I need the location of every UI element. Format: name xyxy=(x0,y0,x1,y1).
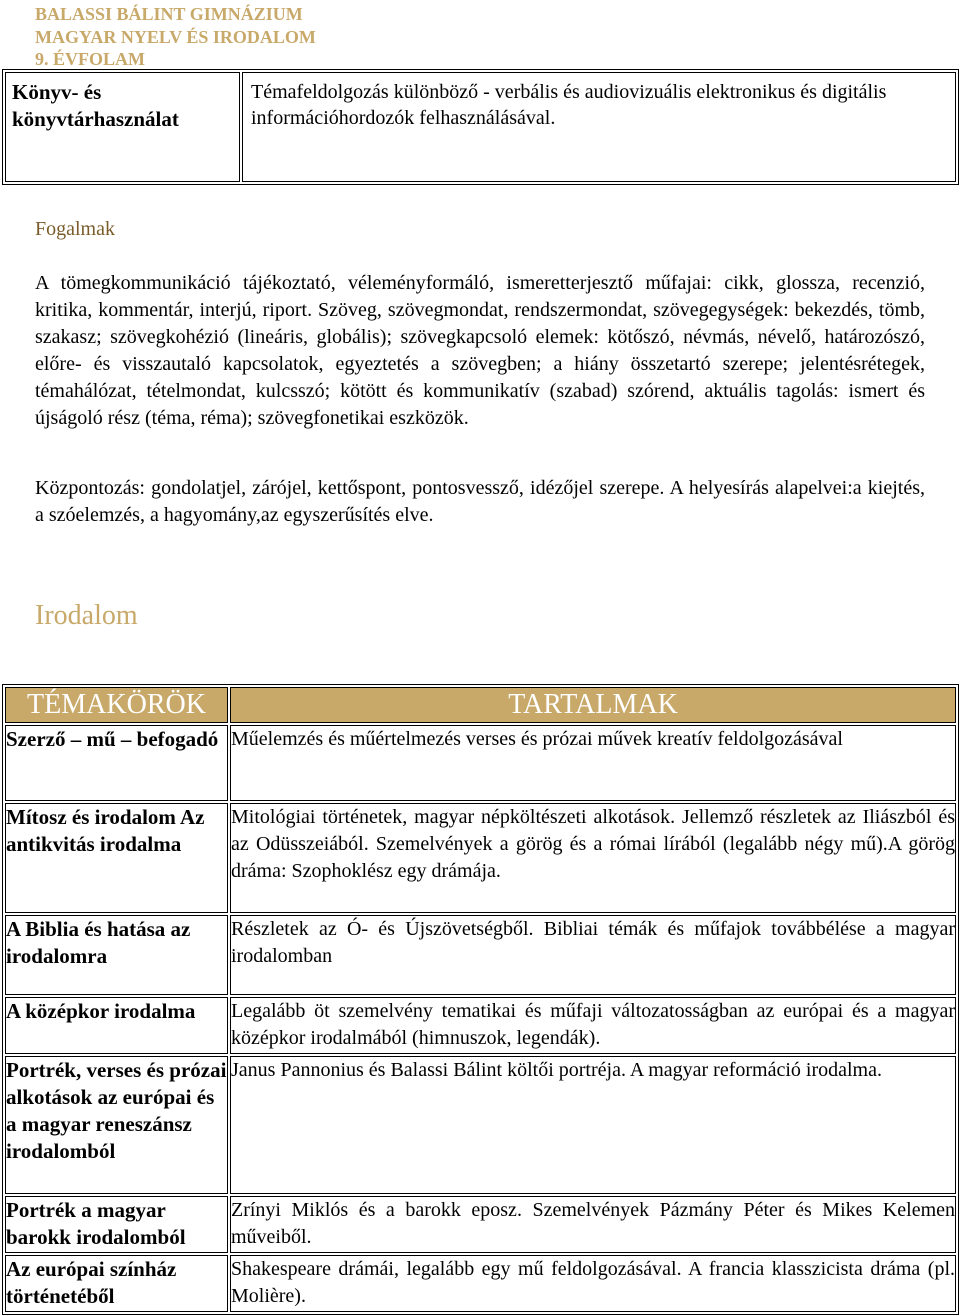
table-row xyxy=(5,1196,956,1253)
table-header-row xyxy=(5,687,956,723)
content-cell: Mitológiai történetek, magyar népköltészeti alkotások. Jellemző részletek az Iliászból és az Odüsszeiából. Szemelvények a görög és a római lírából (legalább négy mű).A görög dráma: Szophoklész egy drámája. xyxy=(230,803,956,913)
table-row xyxy=(5,915,956,995)
contents-column-header: TARTALMAK xyxy=(230,687,956,723)
topic-cell: Mítosz és irodalom Az antikvitás irodalma xyxy=(5,803,228,913)
subject-name: MAGYAR NYELV ÉS IRODALOM xyxy=(35,26,316,47)
table-row xyxy=(5,1056,956,1194)
table-row xyxy=(5,803,956,913)
topic-cell: Szerző – mű – befogadó xyxy=(5,725,228,801)
table-row xyxy=(5,725,956,801)
topic-cell: A középkor irodalma xyxy=(5,997,228,1054)
document-header xyxy=(35,3,316,71)
topic-cell: Az európai színház történetéből xyxy=(5,1255,228,1312)
content-cell: Részletek az Ó- és Újszövetségből. Bibliai témák és műfajok továbbélése a magyar irodalomban xyxy=(230,915,956,995)
library-usage-topic: Könyv- és könyvtárhasználat xyxy=(5,72,240,182)
literature-heading: Irodalom xyxy=(35,600,138,631)
literature-table xyxy=(2,684,959,1315)
content-cell: Zrínyi Miklós és a barokk eposz. Szemelvények Pázmány Péter és Mikes Kelemen műveiből. xyxy=(230,1196,956,1253)
concepts-heading: Fogalmak xyxy=(35,218,115,240)
school-name: BALASSI BÁLINT GIMNÁZIUM xyxy=(35,4,303,24)
topic-cell: Portrék a magyar barokk irodalomból xyxy=(5,1196,228,1253)
topic-cell: A Biblia és hatása az irodalomra xyxy=(5,915,228,995)
content-cell: Legalább öt szemelvény tematikai és műfaji változatosságban az európai és a magyar középkor irodalmából (himnuszok, legendák). xyxy=(230,997,956,1054)
concepts-paragraph-2: Központozás: gondolatjel, zárójel, kettőspont, pontosvessző, idézőjel szerepe. A helyesírás alapelvei:a kiejtés, a szóelemzés, a hagyomány,az egyszerűsítés elve. xyxy=(35,477,925,526)
concepts-paragraph-1: A tömegkommunikáció tájékoztató, véleményformáló, ismeretterjesztő műfajai: cikk, glossza, recenzió, kritika, kommentár, interjú, riport. Szöveg, szövegmondat, rendszermondat, szövegegységek: bekezdés, tömb, szakasz; szövegkohézió (lineáris, globális); szövegkapcsoló elemek: kötőszó, névmás, névelő, határozószó, előre- és visszautaló kapcsolatok, egyeztetés a szövegben; a hiány összetartó szerepe; jelentésrétegek, témahálózat, tételmondat, kulcsszó; kötött és kommunikatív (szabad) szórend, aktuális tagolás: ismert és újságoló rész (téma, réma); szövegfonetikai eszközök. xyxy=(35,272,925,429)
content-cell: Műelemzés és műértelmezés verses és prózai művek kreatív feldolgozásával xyxy=(230,725,956,801)
content-cell: Shakespeare drámái, legalább egy mű feldolgozásával. A francia klasszicista dráma (pl. Molière). xyxy=(230,1255,956,1312)
library-usage-content: Témafeldolgozás különböző - verbális és audiovizuális elektronikus és digitális információhordozók felhasználásával. xyxy=(242,72,956,182)
topics-column-header: TÉMAKÖRÖK xyxy=(5,687,228,723)
table-row xyxy=(5,1255,956,1312)
content-cell: Janus Pannonius és Balassi Bálint költői portréja. A magyar reformáció irodalma. xyxy=(230,1056,956,1194)
library-usage-table xyxy=(2,69,959,185)
table-row xyxy=(5,997,956,1054)
grade-label: 9. ÉVFOLAM xyxy=(35,49,145,69)
topic-cell: Portrék, verses és prózai alkotások az európai és a magyar reneszánsz irodalomból xyxy=(5,1056,228,1194)
